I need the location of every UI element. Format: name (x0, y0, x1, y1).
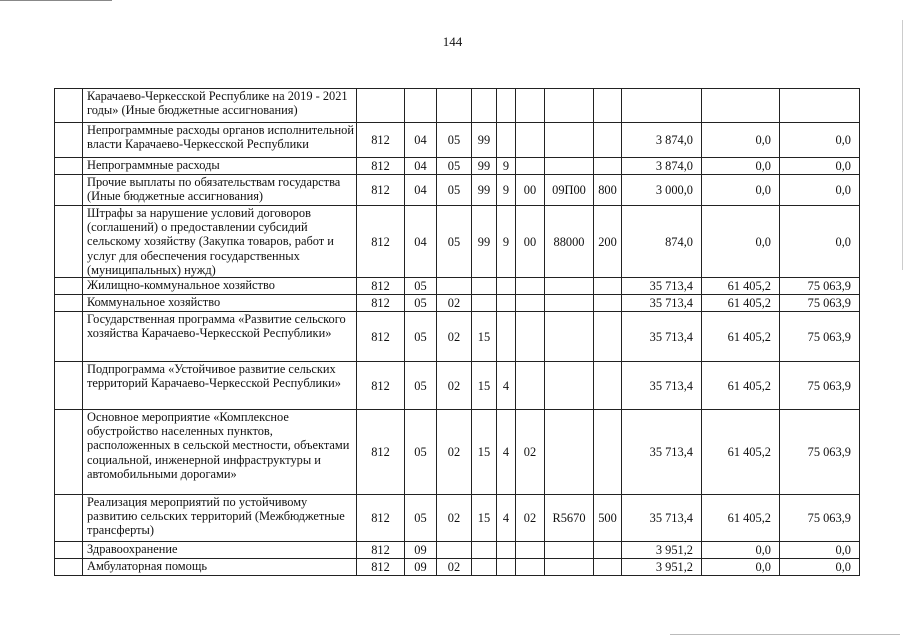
amount-2020-cell: 61 405,2 (702, 410, 780, 495)
item-name-cell: Жилищно-коммунальное хозяйство (83, 278, 357, 295)
item-name-cell: Прочие выплаты по обязательствам государства (Иные бюджетные ассигнования) (83, 175, 357, 206)
program-code-cell: 15 (472, 495, 497, 542)
amount-2021-cell: 75 063,9 (780, 312, 860, 362)
section-code-cell: 05 (405, 295, 437, 312)
row-marker-cell (55, 295, 83, 312)
expense-type-cell (594, 410, 622, 495)
admin-code-cell: 812 (357, 158, 405, 175)
amount-2021-cell: 75 063,9 (780, 362, 860, 410)
top-rule (0, 0, 112, 1)
item-name-cell: Непрограммные расходы органов исполнительной власти Карачаево-Черкесской Республики (83, 123, 357, 158)
subsection-code-cell: 02 (437, 312, 472, 362)
admin-code-cell: 812 (357, 278, 405, 295)
program-code-cell: 15 (472, 312, 497, 362)
amount-2020-cell: 0,0 (702, 559, 780, 576)
admin-code-cell: 812 (357, 559, 405, 576)
event-code-cell (516, 362, 545, 410)
subprogram-code-cell (497, 123, 516, 158)
subprogram-code-cell (497, 312, 516, 362)
expense-type-cell (594, 123, 622, 158)
amount-2019-cell (622, 89, 702, 123)
row-marker-cell (55, 206, 83, 278)
amount-2021-cell: 75 063,9 (780, 410, 860, 495)
item-name-cell: Коммунальное хозяйство (83, 295, 357, 312)
table-row (55, 295, 860, 312)
program-code-cell: 15 (472, 362, 497, 410)
expense-type-cell: 800 (594, 175, 622, 206)
admin-code-cell: 812 (357, 295, 405, 312)
section-code-cell: 04 (405, 123, 437, 158)
row-marker-cell (55, 89, 83, 123)
expense-type-cell (594, 295, 622, 312)
expense-type-cell (594, 89, 622, 123)
admin-code-cell: 812 (357, 175, 405, 206)
subprogram-code-cell (497, 295, 516, 312)
subprogram-code-cell (497, 89, 516, 123)
amount-2019-cell: 874,0 (622, 206, 702, 278)
amount-2019-cell: 3 874,0 (622, 123, 702, 158)
subsection-code-cell: 05 (437, 123, 472, 158)
section-code-cell: 05 (405, 362, 437, 410)
event-code-cell (516, 278, 545, 295)
amount-2020-cell: 0,0 (702, 542, 780, 559)
subsection-code-cell: 05 (437, 206, 472, 278)
subsection-code-cell: 05 (437, 158, 472, 175)
section-code-cell (405, 89, 437, 123)
admin-code-cell: 812 (357, 410, 405, 495)
item-name-cell: Государственная программа «Развитие сельского хозяйства Карачаево-Черкесской Республики» (83, 312, 357, 362)
subprogram-code-cell: 4 (497, 495, 516, 542)
section-code-cell: 05 (405, 410, 437, 495)
row-marker-cell (55, 559, 83, 576)
amount-2021-cell: 0,0 (780, 123, 860, 158)
event-code-cell (516, 312, 545, 362)
event-code-cell: 00 (516, 206, 545, 278)
admin-code-cell: 812 (357, 123, 405, 158)
expense-type-cell: 500 (594, 495, 622, 542)
direction-code-cell (545, 278, 594, 295)
amount-2019-cell: 35 713,4 (622, 312, 702, 362)
section-code-cell: 05 (405, 312, 437, 362)
subsection-code-cell: 02 (437, 495, 472, 542)
direction-code-cell (545, 559, 594, 576)
program-code-cell (472, 295, 497, 312)
item-name-cell: Непрограммные расходы (83, 158, 357, 175)
event-code-cell: 02 (516, 495, 545, 542)
row-marker-cell (55, 410, 83, 495)
expense-type-cell (594, 278, 622, 295)
item-name-cell: Карачаево-Черкесской Республике на 2019 - 2021 годы» (Иные бюджетные ассигнования) (83, 89, 357, 123)
table-row (55, 89, 860, 123)
section-code-cell: 05 (405, 495, 437, 542)
event-code-cell (516, 123, 545, 158)
amount-2020-cell: 61 405,2 (702, 362, 780, 410)
table-row (55, 175, 860, 206)
amount-2019-cell: 35 713,4 (622, 410, 702, 495)
event-code-cell (516, 559, 545, 576)
event-code-cell (516, 158, 545, 175)
amount-2021-cell: 0,0 (780, 158, 860, 175)
direction-code-cell (545, 312, 594, 362)
expense-type-cell (594, 158, 622, 175)
program-code-cell: 99 (472, 123, 497, 158)
direction-code-cell (545, 362, 594, 410)
row-marker-cell (55, 158, 83, 175)
table-row (55, 312, 860, 362)
table-row (55, 542, 860, 559)
amount-2019-cell: 3 951,2 (622, 542, 702, 559)
direction-code-cell: 88000 (545, 206, 594, 278)
amount-2020-cell: 0,0 (702, 175, 780, 206)
subprogram-code-cell: 4 (497, 362, 516, 410)
program-code-cell (472, 542, 497, 559)
bottom-rule (670, 634, 900, 635)
amount-2020-cell: 61 405,2 (702, 278, 780, 295)
direction-code-cell (545, 295, 594, 312)
amount-2021-cell: 0,0 (780, 175, 860, 206)
expense-type-cell (594, 542, 622, 559)
admin-code-cell: 812 (357, 362, 405, 410)
amount-2019-cell: 3 951,2 (622, 559, 702, 576)
row-marker-cell (55, 278, 83, 295)
table-row (55, 410, 860, 495)
row-marker-cell (55, 123, 83, 158)
subsection-code-cell (437, 542, 472, 559)
admin-code-cell: 812 (357, 206, 405, 278)
program-code-cell: 99 (472, 175, 497, 206)
amount-2020-cell: 61 405,2 (702, 495, 780, 542)
row-marker-cell (55, 542, 83, 559)
table-row (55, 278, 860, 295)
amount-2021-cell: 0,0 (780, 559, 860, 576)
amount-2021-cell: 75 063,9 (780, 495, 860, 542)
amount-2019-cell: 35 713,4 (622, 362, 702, 410)
amount-2021-cell: 0,0 (780, 542, 860, 559)
subprogram-code-cell (497, 542, 516, 559)
section-code-cell: 09 (405, 559, 437, 576)
page-number: 144 (442, 34, 463, 49)
amount-2021-cell: 75 063,9 (780, 278, 860, 295)
direction-code-cell (545, 123, 594, 158)
admin-code-cell: 812 (357, 312, 405, 362)
item-name-cell: Здравоохранение (83, 542, 357, 559)
item-name-cell: Штрафы за нарушение условий договоров (соглашений) о предоставлении субсидий сельскому хозяйству (Закупка товаров, работ и услуг для обеспечения государственных (муниципальных) нужд) (83, 206, 357, 278)
subsection-code-cell: 02 (437, 295, 472, 312)
expense-type-cell (594, 559, 622, 576)
direction-code-cell (545, 410, 594, 495)
event-code-cell (516, 295, 545, 312)
table-row (55, 158, 860, 175)
program-code-cell: 15 (472, 410, 497, 495)
subprogram-code-cell: 9 (497, 158, 516, 175)
direction-code-cell (545, 158, 594, 175)
section-code-cell: 04 (405, 158, 437, 175)
table-row (55, 123, 860, 158)
table-row (55, 206, 860, 278)
event-code-cell (516, 89, 545, 123)
section-code-cell: 04 (405, 206, 437, 278)
event-code-cell (516, 542, 545, 559)
table-row (55, 559, 860, 576)
amount-2021-cell (780, 89, 860, 123)
program-code-cell (472, 278, 497, 295)
program-code-cell (472, 559, 497, 576)
subprogram-code-cell (497, 559, 516, 576)
subprogram-code-cell (497, 278, 516, 295)
subprogram-code-cell: 9 (497, 175, 516, 206)
direction-code-cell (545, 542, 594, 559)
amount-2019-cell: 3 874,0 (622, 158, 702, 175)
expense-type-cell (594, 312, 622, 362)
amount-2020-cell: 61 405,2 (702, 312, 780, 362)
direction-code-cell: 09П00 (545, 175, 594, 206)
section-code-cell: 04 (405, 175, 437, 206)
admin-code-cell: 812 (357, 495, 405, 542)
subsection-code-cell (437, 278, 472, 295)
amount-2020-cell: 0,0 (702, 206, 780, 278)
amount-2021-cell: 0,0 (780, 206, 860, 278)
section-code-cell: 05 (405, 278, 437, 295)
row-marker-cell (55, 175, 83, 206)
subsection-code-cell (437, 89, 472, 123)
program-code-cell (472, 89, 497, 123)
subprogram-code-cell: 9 (497, 206, 516, 278)
program-code-cell: 99 (472, 158, 497, 175)
event-code-cell: 02 (516, 410, 545, 495)
expense-type-cell: 200 (594, 206, 622, 278)
event-code-cell: 00 (516, 175, 545, 206)
item-name-cell: Реализация мероприятий по устойчивому развитию сельских территорий (Межбюджетные трансферты) (83, 495, 357, 542)
expense-type-cell (594, 362, 622, 410)
admin-code-cell (357, 89, 405, 123)
row-marker-cell (55, 362, 83, 410)
amount-2020-cell (702, 89, 780, 123)
table-row (55, 362, 860, 410)
amount-2019-cell: 35 713,4 (622, 278, 702, 295)
amount-2020-cell: 0,0 (702, 123, 780, 158)
subsection-code-cell: 02 (437, 410, 472, 495)
subsection-code-cell: 02 (437, 362, 472, 410)
subsection-code-cell: 05 (437, 175, 472, 206)
section-code-cell: 09 (405, 542, 437, 559)
direction-code-cell: R5670 (545, 495, 594, 542)
program-code-cell: 99 (472, 206, 497, 278)
amount-2021-cell: 75 063,9 (780, 295, 860, 312)
item-name-cell: Амбулаторная помощь (83, 559, 357, 576)
row-marker-cell (55, 312, 83, 362)
item-name-cell: Подпрограмма «Устойчивое развитие сельских территорий Карачаево-Черкесской Республики» (83, 362, 357, 410)
budget-table (54, 88, 860, 576)
direction-code-cell (545, 89, 594, 123)
amount-2019-cell: 35 713,4 (622, 295, 702, 312)
row-marker-cell (55, 495, 83, 542)
item-name-cell: Основное мероприятие «Комплексное обустройство населенных пунктов, расположенных в сельской местности, объектами социальной, инженерной инфраструктуры и автомобильными дорогами» (83, 410, 357, 495)
amount-2020-cell: 61 405,2 (702, 295, 780, 312)
scan-edge (902, 20, 903, 270)
subprogram-code-cell: 4 (497, 410, 516, 495)
amount-2019-cell: 35 713,4 (622, 495, 702, 542)
amount-2020-cell: 0,0 (702, 158, 780, 175)
amount-2019-cell: 3 000,0 (622, 175, 702, 206)
subsection-code-cell: 02 (437, 559, 472, 576)
table-row (55, 495, 860, 542)
admin-code-cell: 812 (357, 542, 405, 559)
